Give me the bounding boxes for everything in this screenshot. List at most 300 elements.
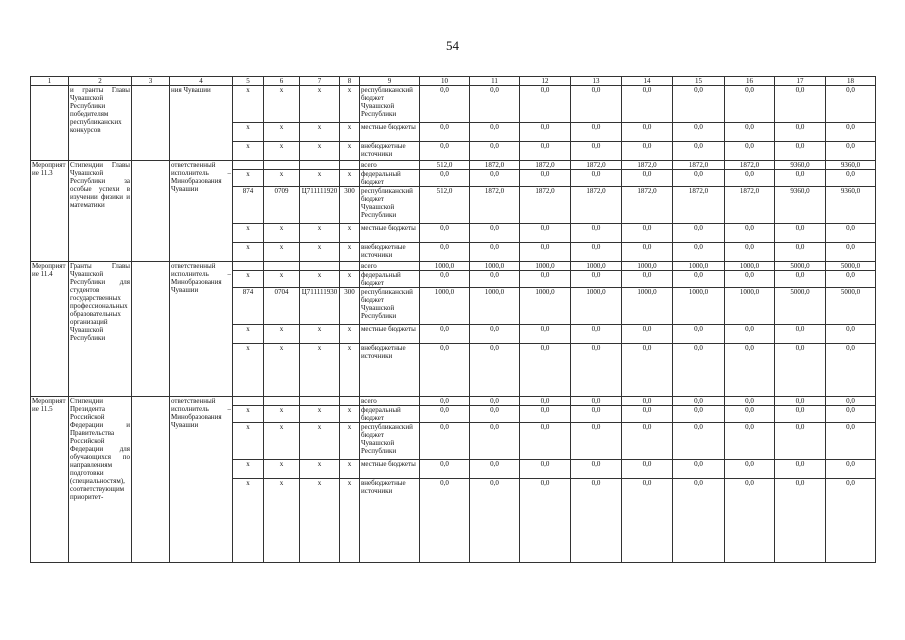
budget-code-cell: х xyxy=(233,406,264,423)
amount-cell: 0,0 xyxy=(520,271,571,288)
amount-cell: 0,0 xyxy=(420,397,470,406)
header-cell: 5 xyxy=(233,77,264,86)
amount-cell: 0,0 xyxy=(420,142,470,161)
amount-cell: 0,0 xyxy=(775,86,826,123)
budget-code-cell xyxy=(264,397,300,406)
amount-cell: 0,0 xyxy=(673,344,725,397)
amount-cell: 0,0 xyxy=(622,460,673,479)
budget-code-cell: 0704 xyxy=(264,288,300,325)
amount-cell: 1000,0 xyxy=(673,262,725,271)
amount-cell: 0,0 xyxy=(725,479,775,563)
amount-cell: 0,0 xyxy=(725,406,775,423)
edge-cell xyxy=(520,563,571,564)
amount-cell: 1872,0 xyxy=(622,161,673,170)
participant-cell xyxy=(132,262,170,397)
budget-code-cell: 874 xyxy=(233,187,264,224)
amount-cell: 0,0 xyxy=(470,271,520,288)
budget-code-cell: х xyxy=(340,170,360,187)
budget-code-cell: 874 xyxy=(233,288,264,325)
amount-cell: 5000,0 xyxy=(775,288,826,325)
amount-cell: 0,0 xyxy=(571,224,622,243)
amount-cell: 0,0 xyxy=(826,142,876,161)
funding-source-cell: внебюджетные источники xyxy=(360,479,420,563)
amount-cell: 0,0 xyxy=(571,271,622,288)
amount-cell: 0,0 xyxy=(622,423,673,460)
budget-code-cell: х xyxy=(233,142,264,161)
budget-code-cell xyxy=(233,161,264,170)
amount-cell: 0,0 xyxy=(470,325,520,344)
amount-cell: 1000,0 xyxy=(571,288,622,325)
edge-cell xyxy=(420,563,470,564)
amount-cell: 0,0 xyxy=(470,479,520,563)
edge-cell xyxy=(360,563,420,564)
amount-cell: 0,0 xyxy=(826,423,876,460)
amount-cell: 0,0 xyxy=(673,170,725,187)
amount-cell: 0,0 xyxy=(520,86,571,123)
amount-cell: 0,0 xyxy=(725,86,775,123)
amount-cell: 0,0 xyxy=(622,397,673,406)
budget-code-cell: 0709 xyxy=(264,187,300,224)
amount-cell: 0,0 xyxy=(571,406,622,423)
measure-name: Гранты Главы Чувашской Республики для студентов государственных профессиональных образовательных организаций Чувашской Республики xyxy=(69,262,132,397)
amount-cell: 0,0 xyxy=(775,325,826,344)
edge-cell xyxy=(622,563,673,564)
edge-cell xyxy=(571,563,622,564)
amount-cell: 0,0 xyxy=(520,142,571,161)
amount-cell: 0,0 xyxy=(725,397,775,406)
amount-cell: 0,0 xyxy=(520,243,571,262)
amount-cell: 0,0 xyxy=(775,243,826,262)
budget-code-cell: х xyxy=(340,142,360,161)
amount-cell: 0,0 xyxy=(470,406,520,423)
amount-cell: 9360,0 xyxy=(775,187,826,224)
budget-code-cell: х xyxy=(340,479,360,563)
measure-code: Мероприятие 11.4 xyxy=(31,262,69,397)
amount-cell: 0,0 xyxy=(725,243,775,262)
amount-cell: 1872,0 xyxy=(571,161,622,170)
executor-cell: ответственный исполнитель – Минобразования Чувашии xyxy=(170,161,233,262)
header-cell: 7 xyxy=(300,77,340,86)
amount-cell: 0,0 xyxy=(725,271,775,288)
amount-cell: 0,0 xyxy=(420,406,470,423)
edge-cell xyxy=(775,563,826,564)
budget-code-cell: х xyxy=(233,460,264,479)
budget-code-cell: х xyxy=(300,123,340,142)
budget-code-cell: Ц711111920 xyxy=(300,187,340,224)
amount-cell: 0,0 xyxy=(826,397,876,406)
amount-cell: 1872,0 xyxy=(520,187,571,224)
amount-cell: 0,0 xyxy=(520,460,571,479)
amount-cell: 0,0 xyxy=(725,423,775,460)
table-row xyxy=(31,161,876,170)
amount-cell: 0,0 xyxy=(470,86,520,123)
measure-name: Стипендии Главы Чувашской Республики за особые успехи в изучении физики и математики xyxy=(69,161,132,262)
budget-code-cell: х xyxy=(300,86,340,123)
funding-source-cell: местные бюджеты xyxy=(360,123,420,142)
budget-code-cell: х xyxy=(340,344,360,397)
budget-code-cell: х xyxy=(340,123,360,142)
budget-code-cell xyxy=(233,397,264,406)
amount-cell: 0,0 xyxy=(826,123,876,142)
budget-code-cell xyxy=(340,397,360,406)
budget-code-cell: х xyxy=(300,423,340,460)
budget-code-cell: х xyxy=(340,460,360,479)
amount-cell: 0,0 xyxy=(420,344,470,397)
amount-cell: 0,0 xyxy=(470,460,520,479)
edge-cell xyxy=(300,563,340,564)
amount-cell: 0,0 xyxy=(673,271,725,288)
budget-code-cell: х xyxy=(264,406,300,423)
budget-code-cell: х xyxy=(300,479,340,563)
amount-cell: 0,0 xyxy=(520,397,571,406)
budget-code-cell: х xyxy=(340,243,360,262)
edge-cell xyxy=(170,563,233,564)
budget-code-cell: х xyxy=(340,224,360,243)
funding-source-cell: республиканский бюджет Чувашской Республики xyxy=(360,288,420,325)
amount-cell: 0,0 xyxy=(673,397,725,406)
budget-code-cell: х xyxy=(233,423,264,460)
participant-cell xyxy=(132,161,170,262)
amount-cell: 0,0 xyxy=(520,170,571,187)
amount-cell: 0,0 xyxy=(470,142,520,161)
budget-code-cell: х xyxy=(300,243,340,262)
budget-code-cell: х xyxy=(233,170,264,187)
header-row xyxy=(31,77,876,86)
amount-cell: 0,0 xyxy=(470,344,520,397)
amount-cell: 0,0 xyxy=(826,271,876,288)
header-cell: 10 xyxy=(420,77,470,86)
budget-code-cell xyxy=(340,161,360,170)
amount-cell: 5000,0 xyxy=(826,262,876,271)
amount-cell: 0,0 xyxy=(775,271,826,288)
amount-cell: 0,0 xyxy=(420,325,470,344)
edge-cell xyxy=(31,563,69,564)
amount-cell: 0,0 xyxy=(520,423,571,460)
edge-cell xyxy=(725,563,775,564)
executor-cell: ответственный исполнитель – Минобразования Чувашии xyxy=(170,397,233,563)
amount-cell: 1872,0 xyxy=(673,161,725,170)
amount-cell: 1000,0 xyxy=(470,288,520,325)
funding-source-cell: федеральный бюджет xyxy=(360,170,420,187)
amount-cell: 1872,0 xyxy=(571,187,622,224)
measure-name: Стипендии Президента Российской Федерации и Правительства Российской Федерации для обучающихся по направлениям подготовки (специальностям), соответствующим приоритет- xyxy=(69,397,132,563)
amount-cell: 0,0 xyxy=(673,243,725,262)
amount-cell: 0,0 xyxy=(622,170,673,187)
amount-cell: 0,0 xyxy=(826,479,876,563)
amount-cell: 0,0 xyxy=(420,271,470,288)
amount-cell: 1000,0 xyxy=(725,262,775,271)
table-row xyxy=(31,397,876,406)
funding-source-cell: внебюджетные источники xyxy=(360,344,420,397)
amount-cell: 9360,0 xyxy=(826,187,876,224)
amount-cell: 0,0 xyxy=(520,479,571,563)
amount-cell: 0,0 xyxy=(775,123,826,142)
amount-cell: 9360,0 xyxy=(775,161,826,170)
budget-code-cell: х xyxy=(264,423,300,460)
amount-cell: 0,0 xyxy=(571,86,622,123)
budget-code-cell: х xyxy=(233,224,264,243)
amount-cell: 0,0 xyxy=(725,460,775,479)
amount-cell: 5000,0 xyxy=(775,262,826,271)
amount-cell: 1872,0 xyxy=(520,161,571,170)
budget-code-cell: х xyxy=(340,423,360,460)
amount-cell: 0,0 xyxy=(622,86,673,123)
amount-cell: 0,0 xyxy=(775,423,826,460)
amount-cell: 0,0 xyxy=(775,170,826,187)
amount-cell: 0,0 xyxy=(520,123,571,142)
funding-source-cell: местные бюджеты xyxy=(360,224,420,243)
amount-cell: 1000,0 xyxy=(622,262,673,271)
amount-cell: 0,0 xyxy=(775,479,826,563)
participant-cell xyxy=(132,397,170,563)
budget-code-cell: х xyxy=(340,406,360,423)
amount-cell: 0,0 xyxy=(520,224,571,243)
amount-cell: 0,0 xyxy=(571,325,622,344)
amount-cell: 0,0 xyxy=(826,325,876,344)
budget-code-cell: х xyxy=(300,344,340,397)
amount-cell: 9360,0 xyxy=(826,161,876,170)
budget-code-cell xyxy=(300,262,340,271)
amount-cell: 1872,0 xyxy=(725,161,775,170)
budget-code-cell: х xyxy=(233,86,264,123)
budget-code-cell: х xyxy=(300,224,340,243)
measure-code xyxy=(31,86,69,161)
budget-code-cell: х xyxy=(264,142,300,161)
amount-cell: 0,0 xyxy=(622,243,673,262)
funding-source-cell: местные бюджеты xyxy=(360,325,420,344)
amount-cell: 0,0 xyxy=(775,460,826,479)
budget-code-cell: х xyxy=(340,86,360,123)
budget-code-cell xyxy=(300,397,340,406)
amount-cell: 0,0 xyxy=(775,142,826,161)
amount-cell: 0,0 xyxy=(470,224,520,243)
measure-code: Мероприятие 11.3 xyxy=(31,161,69,262)
page-number: 54 xyxy=(446,38,459,53)
amount-cell: 0,0 xyxy=(725,344,775,397)
budget-code-cell: х xyxy=(300,325,340,344)
funding-source-cell: внебюджетные источники xyxy=(360,243,420,262)
amount-cell: 0,0 xyxy=(571,397,622,406)
amount-cell: 0,0 xyxy=(725,325,775,344)
edge-cell xyxy=(233,563,264,564)
amount-cell: 0,0 xyxy=(571,344,622,397)
funding-source-cell: всего xyxy=(360,161,420,170)
header-cell: 12 xyxy=(520,77,571,86)
amount-cell: 0,0 xyxy=(673,224,725,243)
amount-cell: 0,0 xyxy=(520,406,571,423)
amount-cell: 0,0 xyxy=(673,86,725,123)
header-cell: 1 xyxy=(31,77,69,86)
measure-name: и гранты Главы Чувашской Республики победителям республиканских конкурсов xyxy=(69,86,132,161)
amount-cell: 1872,0 xyxy=(725,187,775,224)
header-cell: 13 xyxy=(571,77,622,86)
budget-code-cell: х xyxy=(264,479,300,563)
budget-code-cell: х xyxy=(340,271,360,288)
header-cell: 3 xyxy=(132,77,170,86)
funding-source-cell: республиканский бюджет Чувашской Республики xyxy=(360,187,420,224)
edge-cell xyxy=(673,563,725,564)
budget-code-cell: х xyxy=(300,271,340,288)
budget-code-cell: х xyxy=(264,344,300,397)
amount-cell: 0,0 xyxy=(571,460,622,479)
amount-cell: 0,0 xyxy=(673,460,725,479)
amount-cell: 0,0 xyxy=(420,123,470,142)
amount-cell: 0,0 xyxy=(725,224,775,243)
budget-code-cell xyxy=(264,262,300,271)
header-cell: 16 xyxy=(725,77,775,86)
budget-code-cell: Ц711111930 xyxy=(300,288,340,325)
edge-cell xyxy=(264,563,300,564)
amount-cell: 0,0 xyxy=(520,325,571,344)
header-cell: 4 xyxy=(170,77,233,86)
amount-cell: 1872,0 xyxy=(470,161,520,170)
amount-cell: 512,0 xyxy=(420,161,470,170)
amount-cell: 1000,0 xyxy=(725,288,775,325)
amount-cell: 0,0 xyxy=(673,142,725,161)
amount-cell: 1872,0 xyxy=(622,187,673,224)
budget-code-cell: х xyxy=(300,142,340,161)
amount-cell: 0,0 xyxy=(673,423,725,460)
budget-code-cell: х xyxy=(300,170,340,187)
budget-code-cell: х xyxy=(300,460,340,479)
header-cell: 6 xyxy=(264,77,300,86)
budget-code-cell: х xyxy=(300,406,340,423)
amount-cell: 0,0 xyxy=(420,479,470,563)
participant-cell xyxy=(132,86,170,161)
funding-source-cell: всего xyxy=(360,397,420,406)
amount-cell: 0,0 xyxy=(826,170,876,187)
amount-cell: 0,0 xyxy=(420,423,470,460)
header-cell: 18 xyxy=(826,77,876,86)
amount-cell: 0,0 xyxy=(622,344,673,397)
budget-code-cell: х xyxy=(264,170,300,187)
budget-code-cell xyxy=(300,161,340,170)
table-row xyxy=(31,262,876,271)
budget-code-cell: х xyxy=(233,479,264,563)
amount-cell: 1000,0 xyxy=(673,288,725,325)
amount-cell: 0,0 xyxy=(470,423,520,460)
amount-cell: 0,0 xyxy=(826,460,876,479)
amount-cell: 1000,0 xyxy=(470,262,520,271)
amount-cell: 1000,0 xyxy=(520,288,571,325)
amount-cell: 0,0 xyxy=(622,123,673,142)
amount-cell: 0,0 xyxy=(571,423,622,460)
funding-source-cell: республиканский бюджет Чувашской Республики xyxy=(360,86,420,123)
funding-source-cell: местные бюджеты xyxy=(360,460,420,479)
amount-cell: 1000,0 xyxy=(571,262,622,271)
budget-table xyxy=(30,76,876,563)
amount-cell: 0,0 xyxy=(470,243,520,262)
amount-cell: 0,0 xyxy=(622,325,673,344)
amount-cell: 0,0 xyxy=(725,142,775,161)
amount-cell: 0,0 xyxy=(775,224,826,243)
budget-code-cell: х xyxy=(340,325,360,344)
funding-source-cell: всего xyxy=(360,262,420,271)
amount-cell: 0,0 xyxy=(420,86,470,123)
budget-code-cell: х xyxy=(233,271,264,288)
budget-code-cell: х xyxy=(264,460,300,479)
budget-code-cell: х xyxy=(264,325,300,344)
amount-cell: 0,0 xyxy=(571,123,622,142)
budget-code-cell: х xyxy=(264,271,300,288)
amount-cell: 0,0 xyxy=(826,406,876,423)
amount-cell: 0,0 xyxy=(622,224,673,243)
amount-cell: 0,0 xyxy=(775,397,826,406)
header-cell: 17 xyxy=(775,77,826,86)
table-bottom-edge xyxy=(31,563,876,564)
funding-source-cell: внебюджетные источники xyxy=(360,142,420,161)
amount-cell: 0,0 xyxy=(673,325,725,344)
amount-cell: 1000,0 xyxy=(420,288,470,325)
header-cell: 8 xyxy=(340,77,360,86)
amount-cell: 0,0 xyxy=(420,460,470,479)
amount-cell: 1872,0 xyxy=(673,187,725,224)
amount-cell: 0,0 xyxy=(622,479,673,563)
amount-cell: 0,0 xyxy=(571,479,622,563)
budget-code-cell xyxy=(264,161,300,170)
amount-cell: 0,0 xyxy=(775,344,826,397)
executor-cell: ния Чувашии xyxy=(170,86,233,161)
budget-code-cell: 300 xyxy=(340,288,360,325)
amount-cell: 0,0 xyxy=(673,123,725,142)
amount-cell: 0,0 xyxy=(775,406,826,423)
funding-source-cell: федеральный бюджет xyxy=(360,271,420,288)
header-cell: 14 xyxy=(622,77,673,86)
amount-cell: 0,0 xyxy=(520,344,571,397)
budget-code-cell xyxy=(233,262,264,271)
amount-cell: 0,0 xyxy=(725,123,775,142)
edge-cell xyxy=(826,563,876,564)
amount-cell: 1872,0 xyxy=(470,187,520,224)
budget-code-cell xyxy=(340,262,360,271)
budget-code-cell: х xyxy=(233,325,264,344)
edge-cell xyxy=(132,563,170,564)
budget-code-cell: х xyxy=(264,224,300,243)
amount-cell: 0,0 xyxy=(826,243,876,262)
amount-cell: 0,0 xyxy=(826,86,876,123)
budget-code-cell: х xyxy=(233,344,264,397)
table-row xyxy=(31,86,876,123)
budget-code-cell: х xyxy=(264,243,300,262)
amount-cell: 0,0 xyxy=(470,397,520,406)
amount-cell: 0,0 xyxy=(826,224,876,243)
amount-cell: 0,0 xyxy=(420,243,470,262)
edge-cell xyxy=(69,563,132,564)
header-cell: 9 xyxy=(360,77,420,86)
budget-code-cell: х xyxy=(264,86,300,123)
amount-cell: 0,0 xyxy=(725,170,775,187)
amount-cell: 0,0 xyxy=(622,142,673,161)
amount-cell: 0,0 xyxy=(622,406,673,423)
amount-cell: 5000,0 xyxy=(826,288,876,325)
amount-cell: 1000,0 xyxy=(420,262,470,271)
amount-cell: 0,0 xyxy=(673,406,725,423)
header-cell: 15 xyxy=(673,77,725,86)
funding-source-cell: федеральный бюджет xyxy=(360,406,420,423)
edge-cell xyxy=(470,563,520,564)
edge-cell xyxy=(340,563,360,564)
header-cell: 11 xyxy=(470,77,520,86)
amount-cell: 512,0 xyxy=(420,187,470,224)
measure-code: Мероприятие 11.5 xyxy=(31,397,69,563)
amount-cell: 0,0 xyxy=(622,271,673,288)
budget-code-cell: х xyxy=(264,123,300,142)
amount-cell: 0,0 xyxy=(571,243,622,262)
budget-code-cell: 300 xyxy=(340,187,360,224)
funding-source-cell: республиканский бюджет Чувашской Республики xyxy=(360,423,420,460)
amount-cell: 0,0 xyxy=(571,142,622,161)
budget-code-cell: х xyxy=(233,123,264,142)
